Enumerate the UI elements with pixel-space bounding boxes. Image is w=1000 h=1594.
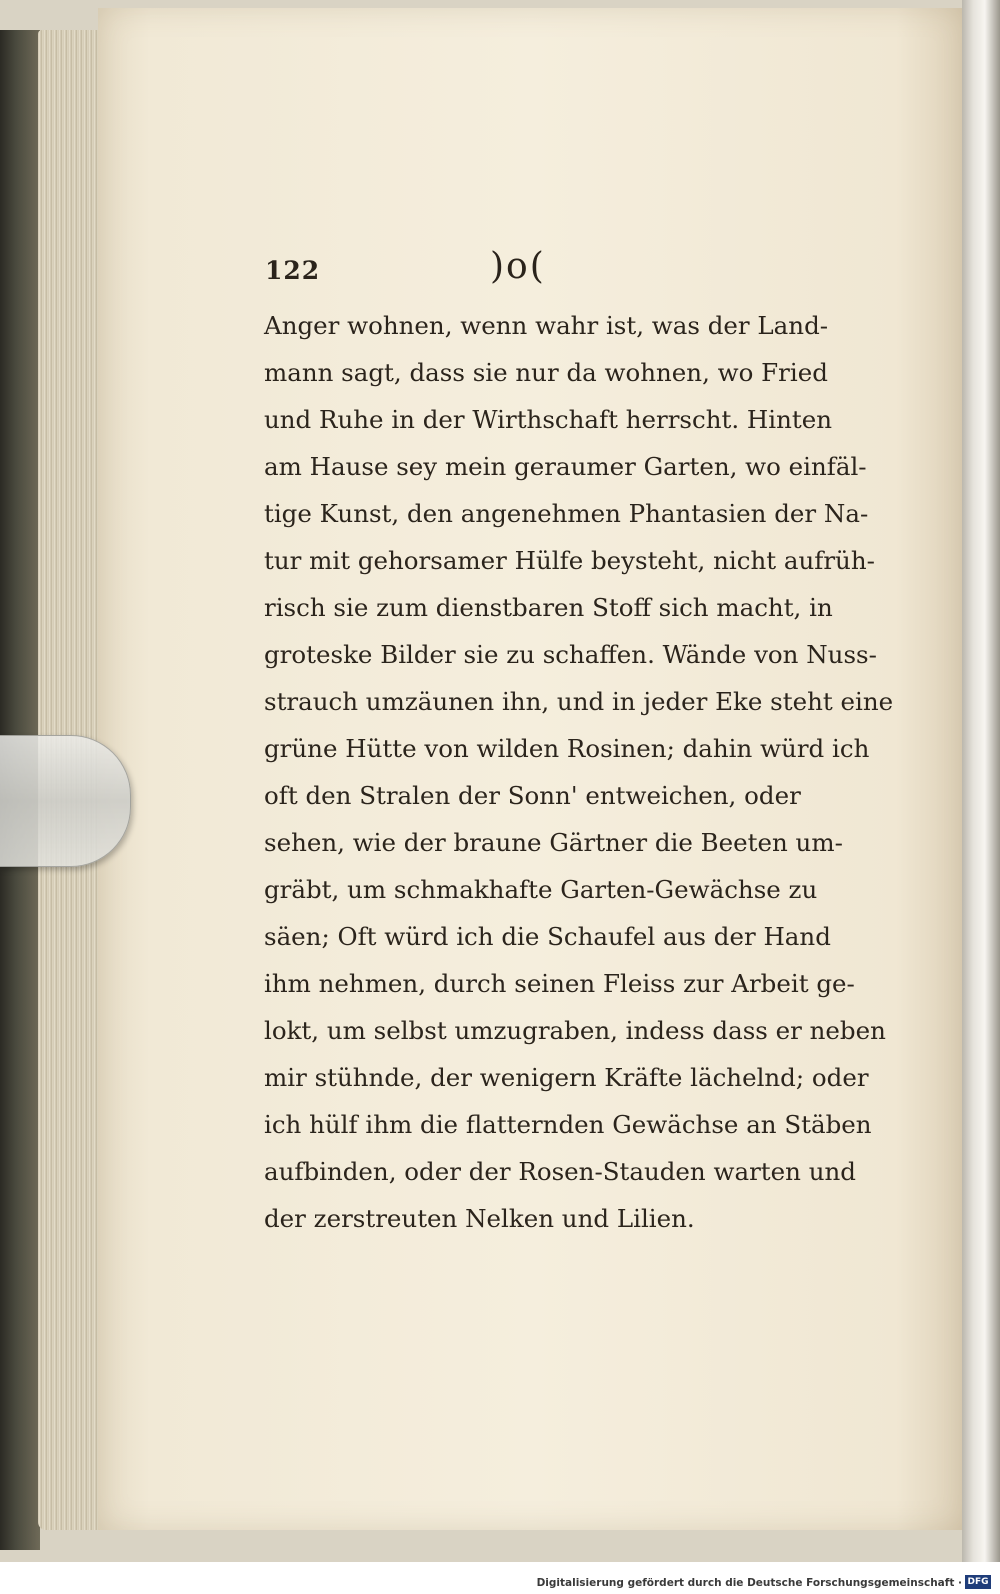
text-line: mann sagt, dass sie nur da wohnen, wo Fried — [264, 358, 828, 387]
body-text — [264, 302, 894, 1242]
text-line: ihm nehmen, durch seinen Fleiss zur Arbeit ge- — [264, 969, 855, 998]
text-line: grüne Hütte von wilden Rosinen; dahin würd ich — [264, 734, 870, 763]
text-line: lokt, um selbst umzugraben, indess dass er neben — [264, 1016, 886, 1045]
page-clip — [0, 735, 131, 867]
header-ornament: )o( — [490, 246, 546, 287]
text-line: säen; Oft würd ich die Schaufel aus der Hand — [264, 922, 831, 951]
funding-credit: Digitalisierung gefördert durch die Deutsche Forschungsgemeinschaft · — [536, 1577, 962, 1589]
text-line: oft den Stralen der Sonn' entweichen, oder — [264, 781, 801, 810]
text-line: risch sie zum dienstbaren Stoff sich macht, in — [264, 593, 833, 622]
text-line: gräbt, um schmakhafte Garten-Gewächse zu — [264, 875, 818, 904]
dfg-logo: DFG — [965, 1575, 991, 1589]
book-cover-right — [962, 0, 1000, 1562]
text-line: Anger wohnen, wenn wahr ist, was der Land- — [264, 311, 829, 340]
text-line: der zerstreuten Nelken und Lilien. — [264, 1204, 695, 1233]
text-line: strauch umzäunen ihn, und in jeder Eke steht eine — [264, 687, 894, 716]
text-line: am Hause sey mein geraumer Garten, wo einfäl- — [264, 452, 867, 481]
text-line: ich hülf ihm die flatternden Gewächse an Stäben — [264, 1110, 872, 1139]
text-line: sehen, wie der braune Gärtner die Beeten um- — [264, 828, 843, 857]
text-line: tige Kunst, den angenehmen Phantasien der Na- — [264, 499, 869, 528]
text-line: aufbinden, oder der Rosen-Stauden warten und — [264, 1157, 856, 1186]
page-number: 122 — [265, 256, 321, 285]
text-line: mir stühnde, der wenigern Kräfte lächelnd; oder — [264, 1063, 869, 1092]
text-line: tur mit gehorsamer Hülfe beysteht, nicht aufrüh- — [264, 546, 875, 575]
text-line: und Ruhe in der Wirthschaft herrscht. Hinten — [264, 405, 833, 434]
text-line: groteske Bilder sie zu schaffen. Wände von Nuss- — [264, 640, 877, 669]
